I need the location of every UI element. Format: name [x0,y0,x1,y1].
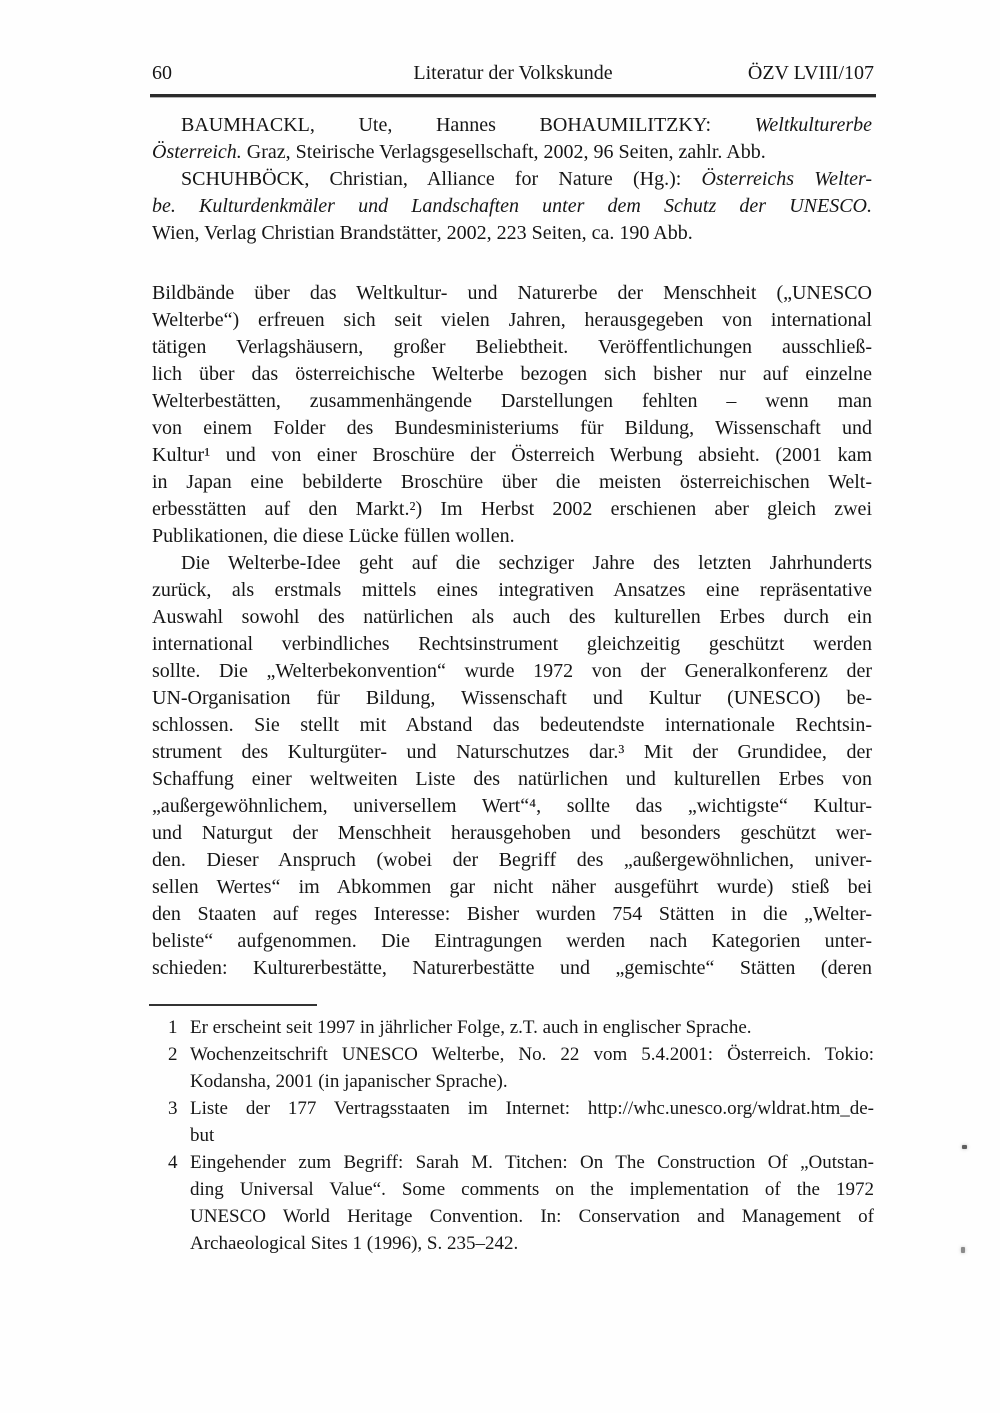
text-segment: Wochenzeitschrift UNESCO Welterbe, No. 22 vom 5.4.2001: Österreich. Tokio: [190,1044,874,1065]
text-segment: sellen Wertes“ im Abkommen gar nicht näher ausgeführt wurde) stieß bei [152,876,872,898]
text-segment: Kodansha, 2001 (in japanischer Sprache). [190,1071,508,1092]
text-segment: Welterbe“) erfreuen sich seit vielen Jahren, herausgegeben von international [152,309,872,331]
running-title: Literatur der Volkskunde [413,62,613,84]
text-line [152,901,872,928]
text-line [152,496,872,523]
footnote-number: 1 [168,1017,178,1038]
text-segment: SCHUHBÖCK, Christian, Alliance for Nature (Hg.): [181,168,702,190]
text-segment: den Staaten auf reges Interesse: Bisher wurden 754 Stätten in die „Welter- [152,903,872,925]
page-number: 60 [152,62,172,84]
text-segment: Die Welterbe-Idee geht auf die sechziger Jahre des letzten Jahrhunderts [181,552,872,574]
text-segment: Auswahl sowohl des natürlichen als auch des kulturellen Erbes durch ein [152,606,872,628]
text-segment: Eingehender zum Begriff: Sarah M. Titchen: On The Construction Of „Outstan- [190,1152,874,1173]
italic-text: Österreich. [152,141,242,163]
text-segment: „außergewöhnlichem, universellem Wert“⁴, sollte das „wichtigste“ Kultur- [152,795,872,817]
text-segment: lich über das österreichische Welterbe bezogen sich bisher nur auf einzelne [152,363,872,385]
text-line [190,1149,874,1176]
text-line [152,442,872,469]
text-segment: UN-Organisation für Bildung, Wissenschaft und Kultur (UNESCO) be- [152,687,872,709]
text-segment: Kultur¹ und von einer Broschüre der Österreich Werbung absieht. (2001 kam [152,444,872,466]
paragraph-1 [152,280,872,550]
text-line [152,793,872,820]
text-segment: erbesstätten auf den Markt.²) Im Herbst 2002 erschienen aber gleich zwei [152,498,872,520]
text-line [152,334,872,361]
footnote-2 [152,1041,874,1095]
text-line [152,139,872,166]
italic-text: be. Kulturdenkmäler und Landschaften unter dem Schutz der UNESCO. [152,195,872,217]
italic-text: Weltkulturerbe [754,114,872,136]
page-header [152,60,874,86]
text-segment: den. Dieser Anspruch (wobei der Begriff des „außergewöhnlichen, univer- [152,849,872,871]
text-line [152,604,872,631]
text-line [152,550,872,577]
footnote-3 [152,1095,874,1149]
text-segment: schieden: Kulturerbestätte, Naturerbestätte und „gemischte“ Stätten (deren [152,957,872,979]
text-line [190,1122,874,1149]
text-line [152,685,872,712]
text-line [190,1176,874,1203]
text-line [152,280,872,307]
text-line [152,523,872,550]
text-line [152,955,872,982]
text-line [152,766,872,793]
text-segment: Graz, Steirische Verlagsgesellschaft, 2002, 96 Seiten, zahlr. Abb. [241,141,766,163]
scan-speck [962,1145,967,1149]
text-segment: but [190,1125,215,1146]
footnotes [152,1014,874,1257]
text-line [152,469,872,496]
footnote-number: 2 [168,1044,178,1065]
body-text [152,112,872,982]
text-segment: Welterbestätten, zusammenhängende Darstellungen fehlten – wenn man [152,390,872,412]
text-line [152,631,872,658]
text-segment: zurück, als erstmals mittels eines integrativen Ansatzes eine repräsentative [152,579,872,601]
text-line [152,847,872,874]
bibliography-entry-1 [152,112,872,166]
text-line [152,820,872,847]
footnote-4 [152,1149,874,1257]
text-line [152,928,872,955]
text-line [152,739,872,766]
text-segment: Publikationen, die diese Lücke füllen wollen. [152,525,515,547]
text-line [152,577,872,604]
text-line [152,307,872,334]
text-segment: schlossen. Sie stellt mit Abstand das bedeutendste internationale Rechtsin- [152,714,872,736]
text-segment: Er erscheint seit 1997 in jährlicher Folge, z.T. auch in englischer Sprache. [190,1017,752,1038]
bibliography-entry-2 [152,166,872,247]
footnote-1 [152,1014,874,1041]
text-segment: Liste der 177 Vertragsstaaten im Internet: http://whc.unesco.org/wldrat.htm_de- [190,1098,874,1119]
text-line [190,1041,874,1068]
text-line [190,1068,874,1095]
italic-text: Österreichs Welter- [701,168,872,190]
text-segment: in Japan eine bebilderte Broschüre über die meisten österreichischen Welt- [152,471,872,493]
text-line [152,712,872,739]
scan-speck [961,1247,965,1253]
text-line [152,388,872,415]
paragraph-2 [152,550,872,982]
header-rule [150,94,876,97]
text-segment: Archaeological Sites 1 (1996), S. 235–242. [190,1233,519,1254]
text-segment: von einem Folder des Bundesministeriums für Bildung, Wissenschaft und [152,417,872,439]
text-segment: beliste“ aufgenommen. Die Eintragungen werden nach Kategorien unter- [152,930,872,952]
journal-ref: ÖZV LVIII/107 [747,62,874,84]
text-line [190,1014,874,1041]
text-line [152,415,872,442]
text-segment: Schaffung einer weltweiten Liste des natürlichen und kulturellen Erbes von [152,768,872,790]
text-line [152,193,872,220]
text-line [152,220,872,247]
text-line [152,166,872,193]
text-line [152,658,872,685]
text-line [152,874,872,901]
footnote-number: 3 [168,1098,178,1119]
text-segment: sollte. Die „Welterbekonvention“ wurde 1972 von der Generalkonferenz der [152,660,872,682]
text-segment: Wien, Verlag Christian Brandstätter, 2002, 223 Seiten, ca. 190 Abb. [152,222,693,244]
text-segment: UNESCO World Heritage Convention. In: Conservation and Management of [190,1206,874,1227]
text-line [152,112,872,139]
text-segment: strument des Kulturgüter- und Naturschutzes dar.³ Mit der Grundidee, der [152,741,872,763]
text-line [190,1095,874,1122]
footnote-rule [149,1004,317,1006]
text-line [190,1230,874,1257]
text-segment: ding Universal Value“. Some comments on the implementation of the 1972 [190,1179,874,1200]
text-line [152,361,872,388]
text-segment: Bildbände über das Weltkultur- und Naturerbe der Menschheit („UNESCO [152,282,872,304]
text-segment: tätigen Verlagshäusern, großer Beliebtheit. Veröffentlichungen ausschließ- [152,336,872,358]
text-line [190,1203,874,1230]
text-segment: und Naturgut der Menschheit herausgehoben und besonders geschützt wer- [152,822,872,844]
text-segment: international verbindliches Rechtsinstrument gleichzeitig geschützt werden [152,633,872,655]
text-segment: BAUMHACKL, Ute, Hannes BOHAUMILITZKY: [181,114,755,136]
footnote-number: 4 [168,1152,178,1173]
